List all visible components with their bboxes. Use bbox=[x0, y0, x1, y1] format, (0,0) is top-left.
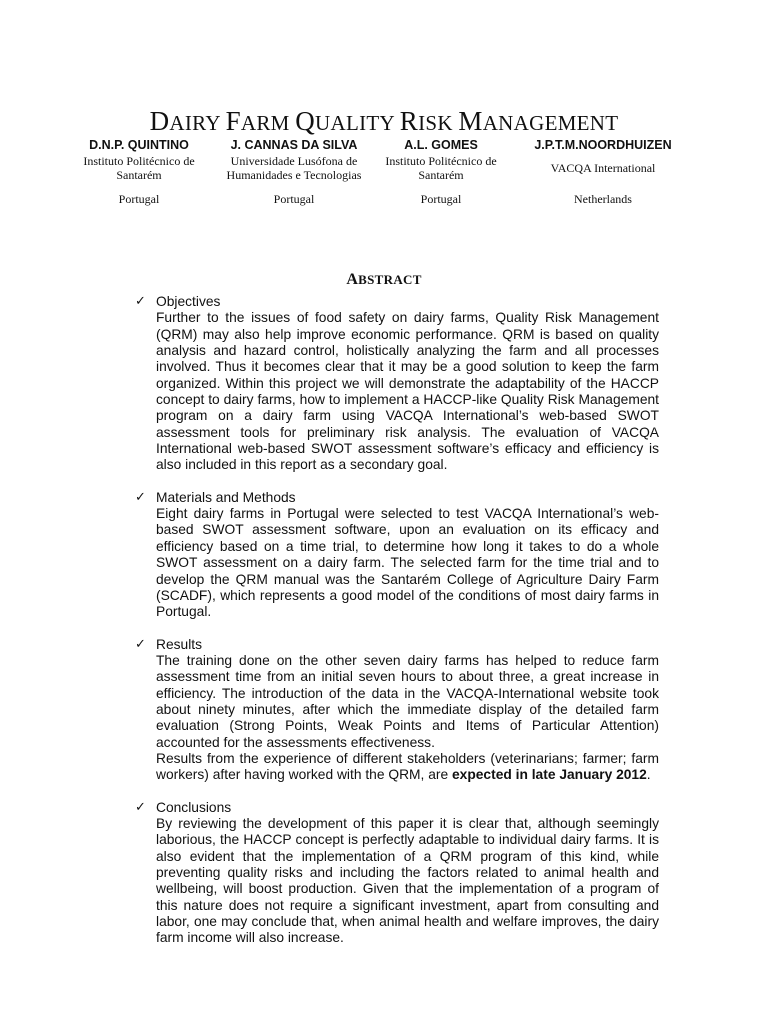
author-institution: Universidade Lusófona de Humanidades e Tecnologias bbox=[226, 154, 362, 182]
section-title: Conclusions bbox=[156, 799, 232, 815]
section-body: Further to the issues of food safety on dairy farms, Quality Risk Management (QRM) may also help improve economic performance. QRM is based on quality analysis and hazard control, holistically analyzing the farm and all processes involved. Thus it becomes clear that it may be a good solution to keep the farm organized. Within this project we will demonstrate the adaptability of the HACCP concept to dairy farms, how to implement a HACCP-like Quality Risk Management program on a dairy farm using VACQA International’s web-based SWOT assessment tools for preliminary risk analysis. The evaluation of VACQA International web-based SWOT assessment software’s efficacy and efficiency is also included in this report as a secondary goal. bbox=[156, 310, 659, 473]
author-country: Portugal bbox=[420, 192, 462, 206]
author-country: Portugal bbox=[118, 192, 160, 206]
section-title: Materials and Methods bbox=[156, 489, 296, 505]
section-conclusions bbox=[135, 800, 659, 947]
section-body: Eight dairy farms in Portugal were selected to test VACQA International’s web-based SWOT assessment software, upon an evaluation on its efficacy and efficiency based on a time trial, to determine how long it takes to do a whole SWOT assessment on a dairy farm. The selected farm for the time trial and to develop the QRM manual was the Santarém College of Agriculture Dairy Farm (SCADF), which represents a good model of the conditions of most dairy farms in Portugal. bbox=[156, 506, 659, 620]
section-objectives bbox=[135, 294, 659, 474]
title-word: FARM bbox=[225, 106, 290, 137]
paper-title bbox=[0, 106, 768, 137]
title-word: DAIRY bbox=[149, 106, 221, 137]
checkmark-icon: ✓ bbox=[135, 294, 146, 309]
title-word: RISK bbox=[399, 106, 453, 137]
section-body-continued: Results from the experience of different stakeholders (veterinarians; farmer; farm workers) after having worked with the QRM, are expected in late January 2012. bbox=[156, 750, 659, 783]
checkmark-icon: ✓ bbox=[135, 489, 146, 505]
section-results bbox=[135, 637, 659, 784]
author-name: A.L. GOMES bbox=[404, 138, 478, 152]
author-list bbox=[0, 137, 768, 217]
author-country: Netherlands bbox=[574, 192, 632, 206]
author-name: J. CANNAS DA SILVA bbox=[230, 138, 358, 152]
author-block bbox=[68, 137, 210, 206]
author-institution: Instituto Politécnico de Santarém bbox=[385, 154, 497, 182]
section-title: Objectives bbox=[156, 294, 221, 309]
checkmark-icon: ✓ bbox=[135, 636, 146, 652]
emphasis-text: expected in late January 2012 bbox=[451, 767, 647, 783]
section-body: By reviewing the development of this paper it is clear that, although seemingly laborious, the HACCP concept is perfectly adaptable to individual dairy farms. It is also evident that the implementation of a QRM program of this kind, while preventing quality risks and including the factors related to animal health and wellbeing, will boost production. Given that the implementation of a program of this nature does not require a significant investment, apart from consulting and labor, one may conclude that, when animal health and welfare improves, the dairy farm income will also increase. bbox=[156, 815, 659, 946]
abstract-heading: ABSTRACT bbox=[346, 270, 422, 288]
author-name: J.P.T.M.NOORDHUIZEN bbox=[534, 138, 672, 152]
checkmark-icon: ✓ bbox=[135, 799, 146, 815]
title-word: MANAGEMENT bbox=[458, 106, 619, 137]
section-materials-and-methods bbox=[135, 490, 659, 621]
author-institution: Instituto Politécnico de Santarém bbox=[83, 154, 195, 182]
author-country: Portugal bbox=[273, 192, 315, 206]
author-block bbox=[220, 137, 368, 206]
section-title: Results bbox=[156, 636, 203, 652]
title-word: QUALITY bbox=[295, 106, 395, 137]
author-institution: VACQA International bbox=[550, 160, 656, 175]
author-block bbox=[378, 137, 504, 206]
author-name: D.N.P. QUINTINO bbox=[89, 138, 189, 152]
section-body: The training done on the other seven dairy farms has helped to reduce farm assessment time from an initial seven hours to about three, a great increase in efficiency. The introduction of the data in the VACQA-International website took about ninety minutes, after which the immediate display of the detailed farm evaluation (Strong Points, Weak Points and Items of Particular Attention) accounted for the assessments effectiveness. bbox=[156, 652, 659, 750]
abstract-sections bbox=[135, 294, 659, 963]
author-block bbox=[520, 137, 686, 206]
